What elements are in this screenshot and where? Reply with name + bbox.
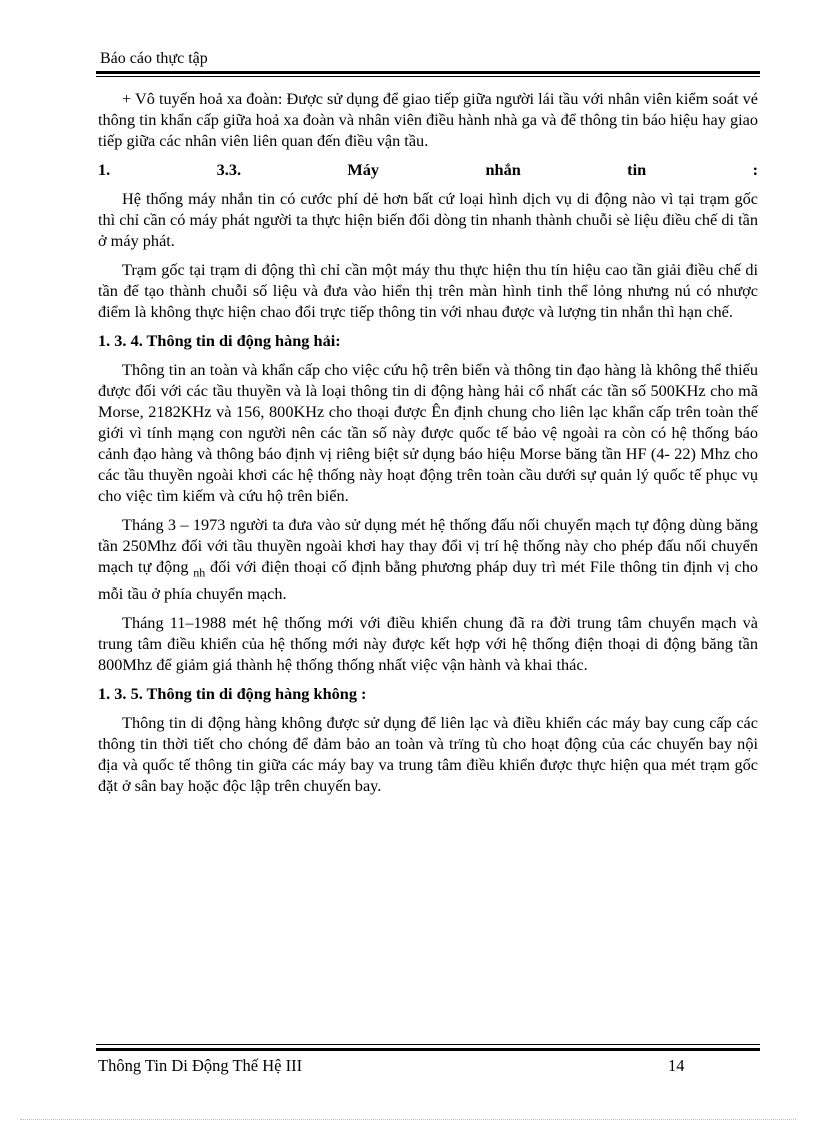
header-title: Báo cáo thực tập [100,50,208,67]
paragraph-radio-train: + Vô tuyến hoả xa đoàn: Được sử dụng để giao tiếp giữa người lái tầu với nhân viên kiểm soát vé thông tin khẩn cấp giữa hoả xa đoàn và nhân viên điều hành nhà ga và để thông tin báo hiệu hay giao tiếp giữa các nhân viên liên quan đến điều vận tầu. [98,89,758,150]
heading-maritime: 1. 3. 4. Thông tin di động hàng hải: [98,331,341,350]
header-rule-thick [96,71,760,74]
paragraph-maritime-3: Tháng 11–1988 mét hệ thống mới với điều khiển chung đã ra đời trung tâm chuyển mạch và trung tâm điều khiển của hệ thống mới này được kết hợp với hệ thống điện thoại di động băng tần 800Mhz để giảm giá thành hệ thống thống nhất việc vận hành và khai thác. [98,613,758,675]
paragraph-maritime-1: Thông tin an toàn và khẩn cấp cho việc cứu hộ trên biển và thông tin đạo hàng là không thể thiếu được đối với các tầu thuyền và là loại thông tin di động hàng hải cổ nhất các tần số 500KHz cho mã Morse, 2182KHz và 156, 800KHz cho thoại được Ên định chung cho liên lạc khẩn cấp trên toàn thế giới vì tính mạng con người nên các tần số này được quốc tế bảo vệ ngoài ra còn có hệ thống báo cảnh đạo hàng và thông báo định vị riêng biệt sử dụng báo hiệu Morse băng tần HF (4- 22) Mhz cho các tầu thuyền ngoài khơi các hệ thống này hoạt động trên toàn cầu dưới sự quản lý quốc tế phục vụ cho việc tìm kiếm và cứu hộ trên biển. [98,360,758,505]
body-content [98,88,758,804]
paragraph-aviation: Thông tin di động hàng không được sử dụng để liên lạc và điều khiển các máy bay cung cấp các thông tin thời tiết cho chóng để đảm bảo an toàn và trïng tù cho hoạt động của các chuyến bay nội địa và quốc tế thông tin giữa các máy bay va trung tâm điều khiển được thực hiện qua mét trạm gốc đặt ở sân bay hoặc độc lập trên chuyến bay. [98,713,758,796]
footer-rule-thick [96,1048,760,1051]
header-rule-thin [96,76,760,77]
heading-pager-part: nhắn [485,160,521,179]
heading-pager-part: : [752,160,758,179]
paragraph-pager-2: Trạm gốc tại trạm di động thì chỉ cần một máy thu thực hiện thu tín hiệu cao tần giải điều chế di tần để tạo thành chuỗi số liệu và đưa vào hiển thị trên màn hình tinh thể lỏng nhưng nú có nhược điểm là không thực hiện chao đổi trực tiếp thông tin với nhau được và lượng tin nhắn thì hạn chế. [98,260,758,321]
paragraph-maritime-2-text: Tháng 3 – 1973 người ta đưa vào sử dụng mét hệ thống đấu nối chuyển mạch tự động dùng băng tần 250Mhz đối với tầu thuyền ngoài khơi hay thay đổi vị trí hệ thống này cho phép đấu nối chuyển mạch tự động [98,515,758,576]
footer-rule-thin [96,1044,760,1045]
heading-pager-part: 1. [98,160,111,179]
footer-title: Thông Tin Di Động Thế Hệ III [98,1056,303,1075]
page-boundary-line [20,1119,796,1120]
paragraph-pager-1: Hệ thống máy nhắn tin có cước phí dẻ hơn bất cứ loại hình dịch vụ di động nào vì tại trạm gốc thì chỉ cần có máy phát người ta thực hiện biến đổi dòng tin nhanh thành chuỗi sè liệu điều chế di tần ở máy phát. [98,189,758,250]
heading-pager [98,159,758,180]
subscript-text: nh [193,565,206,580]
paragraph-maritime-2 [98,514,758,604]
heading-pager-part: 3.3. [216,160,242,179]
heading-pager-part: tin [627,160,647,179]
page-number: 14 [668,1056,685,1075]
heading-pager-part: Máy [347,160,380,179]
heading-aviation: 1. 3. 5. Thông tin di động hàng không : [98,684,367,704]
paragraph-maritime-2-text-end: đối với điện thoại cố định bằng phương pháp duy trì mét File thông tin định vị cho mỗi tầu ở phía chuyển mạch. [98,557,759,604]
